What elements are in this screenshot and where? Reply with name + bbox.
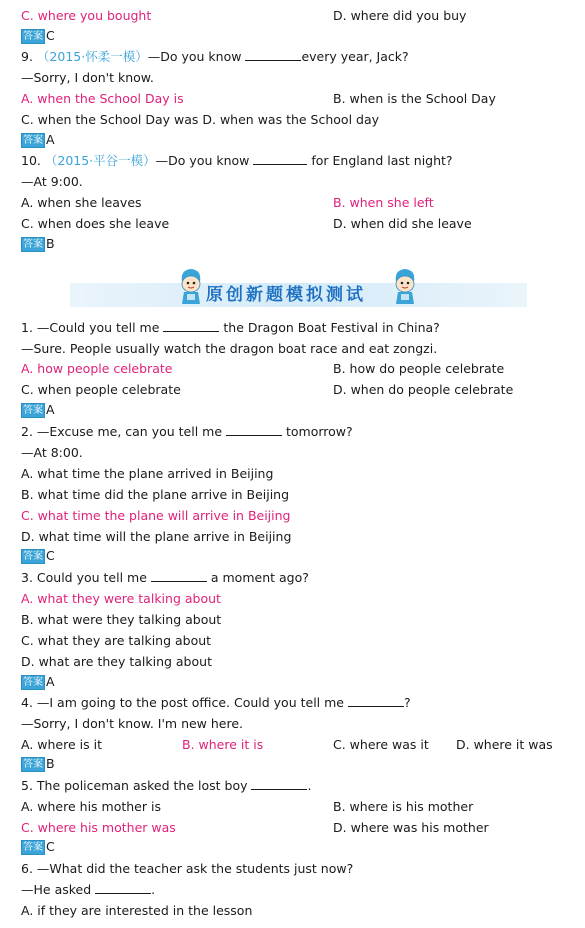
answer-blank	[253, 153, 307, 165]
q9-option-cd: C. when the School Day was D. when was the School day	[21, 112, 380, 127]
q10-option-a: A. when she leaves	[21, 195, 142, 210]
q8-option-d: D. where did you buy	[333, 8, 467, 23]
question-text: —He asked	[21, 882, 92, 897]
answer-value: B	[46, 756, 55, 771]
q1-option-b: B. how do people celebrate	[333, 361, 505, 376]
answer-blank	[348, 695, 404, 707]
q2-option-a: A. what time the plane arrived in Beijing	[21, 466, 274, 481]
answer-tag: 答案	[23, 551, 43, 562]
answer-blank	[163, 320, 219, 332]
q4-answer	[21, 757, 55, 771]
question-text: every year, Jack?	[301, 49, 409, 64]
answer-value: C	[46, 548, 55, 563]
q4-reply: —Sorry, I don't know. I'm new here.	[21, 716, 244, 731]
q2-option-d: D. what time will the plane arrive in Beijing	[21, 529, 292, 544]
q5-option-c: C. where his mother was	[21, 820, 176, 835]
question-text: 1. —Could you tell me	[21, 320, 160, 335]
question-text: 5. The policeman asked the lost boy	[21, 778, 248, 793]
q10-option-b: B. when she left	[333, 195, 434, 210]
q1-stem	[21, 320, 440, 336]
q9-option-b: B. when is the School Day	[333, 91, 496, 106]
question-number: 10.	[21, 153, 41, 168]
question-text: 2. —Excuse me, can you tell me	[21, 424, 223, 439]
q8-answer	[21, 29, 55, 43]
question-text: —Do you know	[147, 49, 242, 64]
q10-stem	[21, 153, 453, 169]
q5-option-a: A. where his mother is	[21, 799, 161, 814]
answer-tag: 答案	[23, 842, 43, 853]
q3-answer	[21, 675, 55, 689]
answer-tag: 答案	[23, 31, 43, 42]
q3-stem	[21, 570, 309, 586]
answer-tag: 答案	[23, 239, 43, 250]
answer-value: C	[46, 839, 55, 854]
answer-blank	[245, 49, 301, 61]
q1-option-c: C. when people celebrate	[21, 382, 181, 397]
answer-tag: 答案	[23, 405, 43, 416]
q9-stem	[21, 49, 409, 65]
question-source: （2015·怀柔一模）	[36, 49, 148, 64]
question-text: .	[307, 778, 312, 793]
q4-option-d: D. where it was	[456, 737, 553, 752]
q1-option-a: A. how people celebrate	[21, 361, 173, 376]
q3-option-c: C. what they are talking about	[21, 633, 212, 648]
q2-option-b: B. what time did the plane arrive in Beijing	[21, 487, 290, 502]
answer-tag: 答案	[23, 677, 43, 688]
q4-option-c: C. where was it	[333, 737, 429, 752]
cartoon-boy-icon	[390, 266, 420, 306]
question-number: 9.	[21, 49, 33, 64]
q2-reply: —At 8:00.	[21, 445, 83, 460]
q4-stem	[21, 695, 411, 711]
q1-answer	[21, 403, 55, 417]
q10-answer	[21, 237, 55, 251]
q4-option-b: B. where it is	[182, 737, 264, 752]
answer-blank	[151, 570, 207, 582]
q5-option-b: B. where is his mother	[333, 799, 474, 814]
q10-reply: —At 9:00.	[21, 174, 83, 189]
q10-option-c: C. when does she leave	[21, 216, 170, 231]
q2-answer	[21, 549, 55, 563]
question-text: a moment ago?	[210, 570, 309, 585]
q5-answer	[21, 840, 55, 854]
q10-option-d: D. when did she leave	[333, 216, 472, 231]
q4-option-a: A. where is it	[21, 737, 102, 752]
answer-value: A	[46, 674, 55, 689]
q3-option-a: A. what they were talking about	[21, 591, 221, 606]
answer-blank	[95, 882, 151, 894]
q6-reply	[21, 882, 155, 898]
answer-value: C	[46, 28, 55, 43]
answer-blank	[251, 778, 307, 790]
question-text: —Do you know	[155, 153, 250, 168]
answer-value: B	[46, 236, 55, 251]
q3-option-d: D. what are they talking about	[21, 654, 212, 669]
question-text: the Dragon Boat Festival in China?	[223, 320, 440, 335]
answer-blank	[226, 424, 282, 436]
q5-option-d: D. where was his mother	[333, 820, 489, 835]
answer-tag: 答案	[23, 135, 43, 146]
q6-option-a: A. if they are interested in the lesson	[21, 903, 253, 918]
q3-option-b: B. what were they talking about	[21, 612, 222, 627]
q8-option-c: C. where you bought	[21, 8, 152, 23]
question-text: tomorrow?	[285, 424, 353, 439]
q9-option-a: A. when the School Day is	[21, 91, 184, 106]
question-source: （2015·平谷一模）	[44, 153, 156, 168]
q6-stem: 6. —What did the teacher ask the students just now?	[21, 861, 354, 876]
answer-value: A	[46, 402, 55, 417]
cartoon-boy-icon	[176, 266, 206, 306]
question-text: ?	[403, 695, 411, 710]
q1-option-d: D. when do people celebrate	[333, 382, 514, 397]
question-text: 3. Could you tell me	[21, 570, 147, 585]
q9-reply: —Sorry, I don't know.	[21, 70, 154, 85]
q2-stem	[21, 424, 353, 440]
question-text: .	[151, 882, 156, 897]
answer-value: A	[46, 132, 55, 147]
q1-reply: —Sure. People usually watch the dragon boat race and eat zongzi.	[21, 341, 438, 356]
q5-stem	[21, 778, 311, 794]
question-text: 4. —I am going to the post office. Could you tell me	[21, 695, 344, 710]
section-title: 原创新题模拟测试	[206, 285, 366, 305]
q9-answer	[21, 133, 55, 147]
question-text: for England last night?	[311, 153, 453, 168]
answer-tag: 答案	[23, 759, 43, 770]
q2-option-c: C. what time the plane will arrive in Beijing	[21, 508, 291, 523]
